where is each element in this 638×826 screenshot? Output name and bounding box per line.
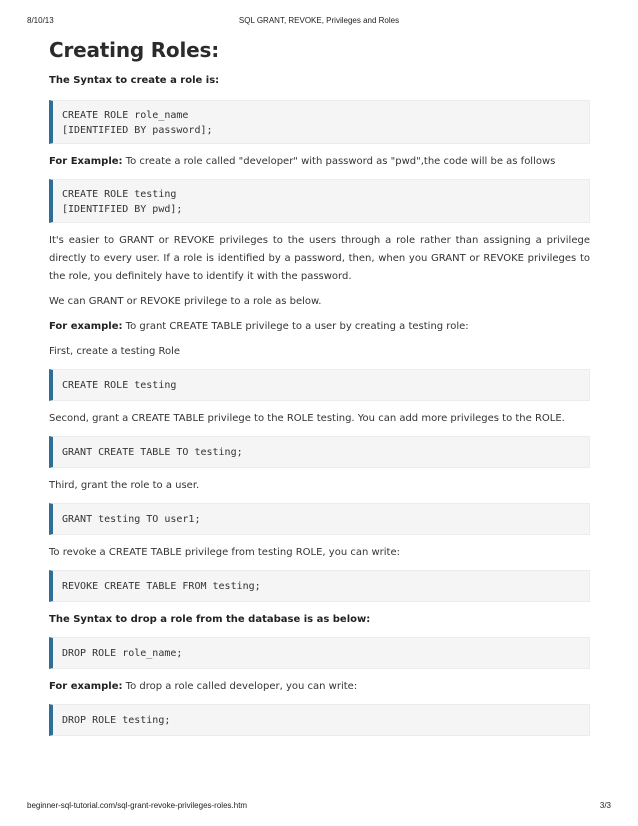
code-block-grant-table — [49, 436, 590, 468]
code-block-grant-user — [49, 503, 590, 535]
code-block-create-example — [49, 179, 590, 223]
step3-paragraph: Third, grant the role to a user. — [49, 480, 200, 491]
syntax-drop-label: The Syntax to drop a role from the database is as below: — [49, 614, 371, 625]
code-block-revoke — [49, 570, 590, 602]
revoke-paragraph: To revoke a CREATE TABLE privilege from testing ROLE, you can write: — [49, 547, 400, 558]
code-line: REVOKE CREATE TABLE FROM testing; — [62, 581, 261, 592]
code-line: GRANT CREATE TABLE TO testing; — [62, 447, 243, 458]
code-line: DROP ROLE testing; — [62, 715, 171, 726]
code-line: CREATE ROLE testing — [62, 380, 177, 391]
page-url: beginner-sql-tutorial.com/sql-grant-revoke-privileges-roles.htm — [27, 801, 248, 810]
section-heading: Creating Roles: — [49, 38, 219, 62]
article-content — [49, 38, 590, 736]
code-line: CREATE ROLE role_name — [62, 110, 189, 121]
easier-paragraph: It's easier to GRANT or REVOKE privileges to the users through a role rather than assigning a privilege directly to every user. If a role is identified by a password, then, when you GRANT or REVOKE privileges to the role, you definitely have to identify it with the password. — [49, 235, 590, 282]
print-date: 8/10/13 — [27, 16, 54, 25]
example-lead: For example: — [49, 321, 123, 332]
code-block-drop-syntax — [49, 637, 590, 669]
page-number: 3/3 — [599, 801, 611, 810]
code-line: CREATE ROLE testing — [62, 189, 177, 200]
print-header — [27, 16, 611, 28]
code-block-create-syntax — [49, 100, 590, 144]
example3-paragraph — [49, 678, 590, 696]
example1-paragraph — [49, 153, 590, 171]
code-line: [IDENTIFIED BY password]; — [62, 125, 213, 136]
example-lead: For Example: — [49, 156, 123, 167]
step1-paragraph: First, create a testing Role — [49, 346, 181, 357]
code-line: DROP ROLE role_name; — [62, 648, 183, 659]
example-text: To drop a role called developer, you can write: — [122, 681, 358, 692]
example-text: To create a role called "developer" with password as "pwd",the code will be as follows — [122, 156, 556, 167]
code-block-create-role — [49, 369, 590, 401]
grant-revoke-paragraph: We can GRANT or REVOKE privilege to a role as below. — [49, 296, 322, 307]
code-line: [IDENTIFIED BY pwd]; — [62, 204, 183, 215]
print-page-title: SQL GRANT, REVOKE, Privileges and Roles — [238, 16, 400, 25]
code-line: GRANT testing TO user1; — [62, 514, 201, 525]
print-footer — [27, 801, 611, 813]
example-lead: For example: — [49, 681, 123, 692]
step2-paragraph: Second, grant a CREATE TABLE privilege to the ROLE testing. You can add more privileges to the ROLE. — [49, 413, 565, 424]
code-block-drop-example — [49, 704, 590, 736]
syntax-create-label: The Syntax to create a role is: — [49, 75, 220, 86]
example2-paragraph — [49, 318, 590, 336]
example-text: To grant CREATE TABLE privilege to a user by creating a testing role: — [122, 321, 469, 332]
